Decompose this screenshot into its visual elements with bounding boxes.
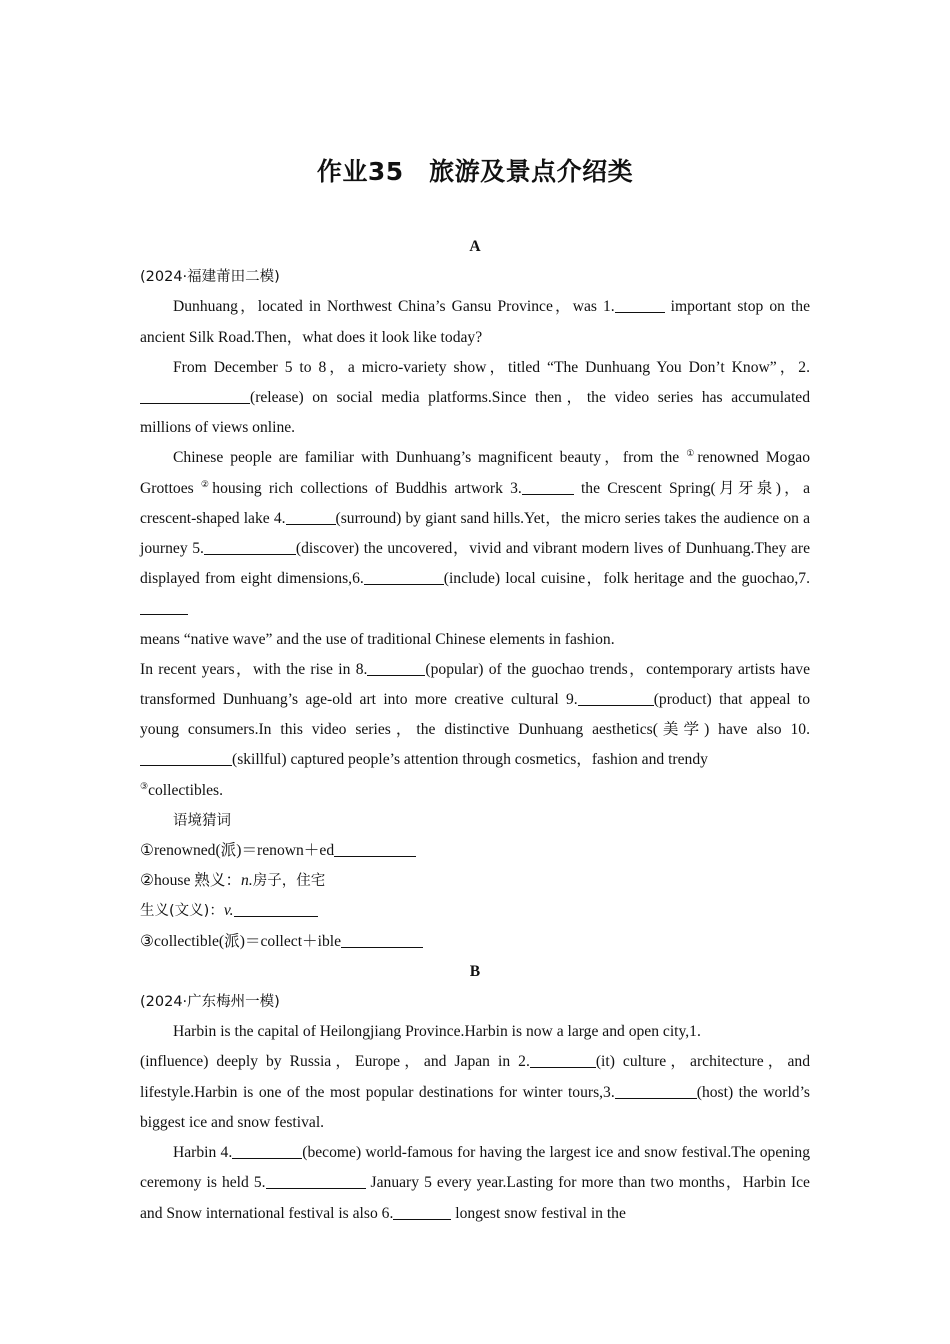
paragraph-a5: In recent years，with the rise in 8. (popular) of the guochao trends，contemporary artists have transformed Dunhuang’s age-old art into more creative cultural 9. (product) that appeal to young consumers.In this video series，the distinctive Dunhuang aesthetics(美学) have also 10.(skillful) captured people’s attention through cosmetics，fashion and trendy ③collectibles. bbox=[140, 660, 811, 799]
paragraph-a3: Chinese people are familiar with Dunhuang’s magnificent beauty，from the ①renowned Mogao Grottoes ②housing rich collections of Buddhis artwork 3. the Crescent Spring(月牙泉)，a crescent-shaped lake 4. (surround) by giant sand hills.Yet，the micro series takes the audience on a journey 5. (discover) the uncovered，vivid and vibrant modern lives of Dunhuang.They are displayed from eight dimensions,6. (include) local cuisine，folk heritage and the guochao,7. bbox=[140, 443, 810, 624]
answer-blank[interactable] bbox=[140, 599, 188, 616]
answer-blank[interactable] bbox=[615, 1082, 697, 1099]
footnote-marker: ③ bbox=[140, 780, 149, 791]
answer-blank[interactable] bbox=[393, 1203, 451, 1220]
answer-blank[interactable] bbox=[364, 569, 444, 586]
paragraph-b2: Harbin 4. (become) world-famous for having the largest ice and snow festival.The opening ceremony is held 5. January 5 every year.Lasting for more than two months，Harbin Ice and Snow international festival is also 6. longest snow festival in the bbox=[140, 1144, 811, 1222]
answer-blank[interactable] bbox=[204, 538, 296, 555]
vocab-item-3: ③collectible(派)＝collect＋ible bbox=[140, 927, 810, 957]
answer-blank[interactable] bbox=[232, 1143, 302, 1160]
vocab-item-2: ②house 熟义：n.房子，住宅 bbox=[140, 872, 326, 890]
paragraph-b1: Harbin is the capital of Heilongjiang Province.Harbin is now a large and open city,1. (influence) deeply by Russia，Europe，and Japan in 2. (it) culture，architecture，and lifestyle.Harbin is one of the most popular destinations for winter tours,3. (host) the world’s biggest ice and snow festival. bbox=[140, 1023, 810, 1131]
section-a-label: A bbox=[469, 238, 481, 255]
page-title: 作业35 旅游及景点介绍类 bbox=[316, 157, 634, 186]
answer-blank[interactable] bbox=[367, 659, 425, 676]
answer-blank[interactable] bbox=[615, 297, 665, 314]
worksheet-content bbox=[140, 232, 810, 1229]
paragraph-a4: means “native wave” and the use of traditional Chinese elements in fashion. bbox=[140, 630, 615, 648]
answer-blank[interactable] bbox=[140, 750, 232, 767]
paragraph-a1: Dunhuang，located in Northwest China’s Gansu Province，was 1. important stop on the ancient Silk Road.Then，what does it look like today? bbox=[140, 298, 810, 346]
section-b-label: B bbox=[469, 962, 481, 980]
paragraph-a2: From December 5 to 8，a micro-variety show，titled “The Dunhuang You Don’t Know”，2.(release) on social media platforms.Since then，the video series has accumulated millions of views online. bbox=[140, 358, 810, 437]
answer-blank[interactable] bbox=[140, 387, 250, 404]
section-a-source: (2024·福建莆田二模) bbox=[140, 269, 280, 286]
vocab-heading: 语境猜词 bbox=[173, 812, 231, 829]
answer-blank[interactable] bbox=[530, 1052, 596, 1069]
answer-blank[interactable] bbox=[578, 689, 654, 706]
footnote-marker: ① bbox=[686, 448, 698, 459]
section-b-source: (2024·广东梅州一模) bbox=[140, 994, 280, 1011]
vocab-item-1: ①renowned(派)＝renown＋ed bbox=[140, 836, 810, 866]
answer-blank[interactable] bbox=[522, 478, 574, 495]
vocab-item-2b: 生义(文义)：v. bbox=[140, 896, 810, 926]
answer-blank[interactable] bbox=[334, 840, 416, 857]
answer-blank[interactable] bbox=[234, 901, 318, 918]
answer-blank[interactable] bbox=[266, 1173, 366, 1190]
answer-blank[interactable] bbox=[341, 931, 423, 948]
answer-blank[interactable] bbox=[286, 508, 336, 525]
footnote-marker: ② bbox=[200, 478, 213, 489]
